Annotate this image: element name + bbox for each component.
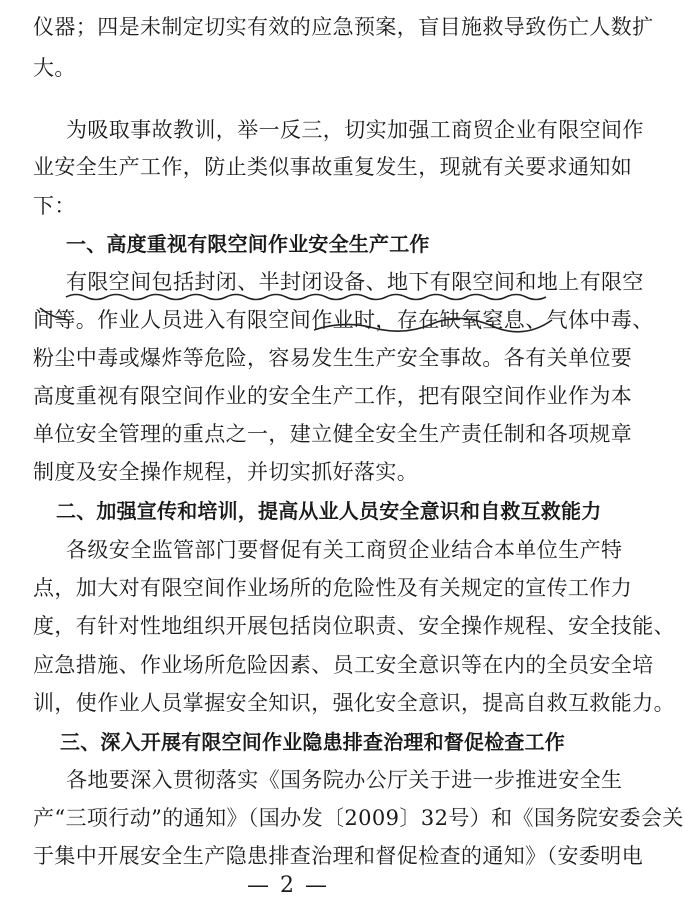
section-heading: 二、加强宣传和培训，提高从业人员安全意识和自救互救能力 <box>56 499 602 523</box>
paragraph-line: 高度重视有限空间作业的安全生产工作，把有限空间作业作为本 <box>33 384 633 408</box>
paragraph-line: 大。 <box>33 56 76 80</box>
paragraph-line: 训，使作业人员掌握安全知识，强化安全意识，提高自救互救能力。 <box>33 691 675 715</box>
paragraph-line: 应急措施、作业场所危险因素、员工安全意识等在内的全员安全培 <box>33 653 654 677</box>
section-heading: 三、深入开展有限空间作业隐患排查治理和督促检查工作 <box>60 730 565 754</box>
page-number: — 2 — <box>247 873 329 898</box>
paragraph-line: 为吸取事故教训，举一反三，切实加强工商贸企业有限空间作 <box>66 118 644 142</box>
paragraph-line: 间等。作业人员进入有限空间作业时，存在缺氧窒息、气体中毒、 <box>33 308 654 332</box>
paragraph-line: 单位安全管理的重点之一，建立健全安全生产责任制和各项规章 <box>33 422 633 446</box>
paragraph-line: 粉尘中毒或爆炸等危险，容易发生生产安全事故。各有关单位要 <box>33 346 633 370</box>
paragraph-line: 制度及安全操作规程，并切实抓好落实。 <box>33 460 419 484</box>
paragraph-line: 仪器；四是未制定切实有效的应急预案，盲目施救导致伤亡人数扩 <box>33 15 654 39</box>
paragraph-line: 有限空间包括封闭、半封闭设备、地下有限空间和地上有限空 <box>66 270 644 294</box>
paragraph-line: 下： <box>33 194 76 218</box>
paragraph-line: 业安全生产工作，防止类似事故重复发生，现就有关要求通知如 <box>33 155 633 179</box>
paragraph-line: 各级安全监管部门要督促有关工商贸企业结合本单位生产特 <box>66 538 623 562</box>
section-heading: 一、高度重视有限空间作业安全生产工作 <box>66 232 430 256</box>
paragraph-line: 度，有针对性地组织开展包括岗位职责、安全操作规程、安全技能、 <box>33 614 675 638</box>
paragraph-line: 于集中开展安全生产隐患排查治理和督促检查的通知》（安委明电 <box>33 844 644 868</box>
paragraph-line: 产“三项行动”的通知》（国办发〔2009〕32号）和《国务院安委会关 <box>33 806 684 830</box>
paragraph-line: 各地要深入贯彻落实《国务院办公厅关于进一步推进安全生 <box>66 768 623 792</box>
wavy-underline <box>66 295 546 300</box>
paragraph-line: 点，加大对有限空间作业场所的危险性及有关规定的宣传工作力 <box>33 576 633 600</box>
